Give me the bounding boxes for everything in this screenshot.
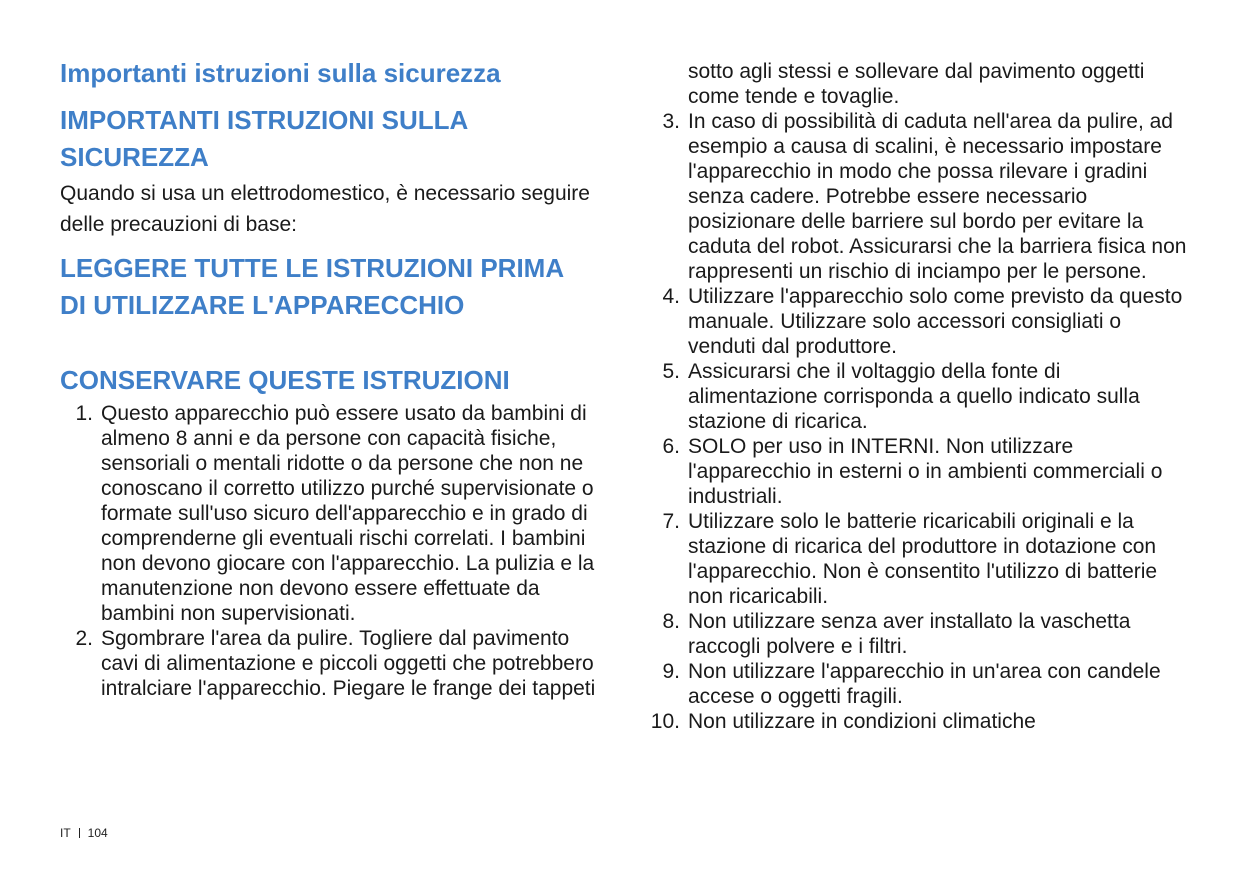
- item-number: 1.: [75, 402, 93, 425]
- list-item: [662, 109, 1188, 284]
- list-item: [662, 359, 1188, 434]
- heading-read-all-instructions: LEGGERE TUTTE LE ISTRUZIONI PRIMA DI UTILIZZARE L'APPARECCHIO: [60, 253, 564, 320]
- page-footer: [60, 826, 108, 840]
- list-item: [75, 626, 596, 701]
- item-text: Utilizzare l'apparecchio solo come previsto da questo manuale. Utilizzare solo accessori consigliati o venduti dal produttore.: [688, 285, 1183, 358]
- list-item: [650, 709, 1188, 734]
- footer-page-number: 104: [87, 826, 108, 840]
- page-title: Importanti istruzioni sulla sicurezza: [60, 58, 501, 88]
- list-item: [662, 659, 1188, 709]
- item-text: Assicurarsi che il voltaggio della fonte di alimentazione corrisponda a quello indicato sulla stazione di ricarica.: [688, 360, 1140, 433]
- item-number: 7.: [662, 510, 680, 533]
- item-number: 3.: [662, 110, 680, 133]
- footer-divider: [79, 828, 80, 838]
- item-text: Non utilizzare l'apparecchio in un'area con candele accese o oggetti fragili.: [688, 660, 1161, 708]
- list-item: [662, 284, 1188, 359]
- item-number: 4.: [662, 285, 680, 308]
- item-text: Utilizzare solo le batterie ricaricabili originali e la stazione di ricarica del produttore in dotazione con l'apparecchio. Non è consentito l'utilizzo di batterie non ricaricabili.: [688, 510, 1158, 608]
- list-item: [75, 401, 596, 626]
- item-number: 2.: [75, 627, 93, 650]
- item-text: Questo apparecchio può essere usato da bambini di almeno 8 anni e da persone con capacità fisiche, sensoriali o mentali ridotte o da persone che non ne conoscano il corretto utilizzo purché supervisionate o formate sull'uso sicuro dell'apparecchio e in grado di comprenderne gli eventuali rischi correlati. I bambini non devono giocare con l'apparecchio. La pulizia e la manutenzione non devono essere effettuate da bambini non supervisionati.: [101, 402, 595, 625]
- heading-safety-instructions: IMPORTANTI ISTRUZIONI SULLA SICUREZZA: [60, 105, 468, 172]
- item-text: In caso di possibilità di caduta nell'area da pulire, ad esempio a causa di scalini, è necessario impostare l'apparecchio in modo che possa rilevare i gradini senza cadere. Potrebbe essere necessario posizionare delle barriere sul bordo per evitare la caduta del robot. Assicurarsi che la barriera fisica non rappresenti un rischio di inciampo per le persone.: [688, 110, 1187, 283]
- instruction-list-left: [75, 401, 596, 701]
- item-text: Sgombrare l'area da pulire. Togliere dal pavimento cavi di alimentazione e piccoli oggetti che potrebbero intralciare l'apparecchio. Piegare le frange dei tappeti: [101, 627, 596, 700]
- instruction-list-right: [650, 59, 1188, 734]
- list-item: [662, 509, 1188, 609]
- item-number: 8.: [662, 610, 680, 633]
- list-item: [662, 434, 1188, 509]
- item-number: 5.: [662, 360, 680, 383]
- item-number: 10.: [650, 710, 680, 733]
- intro-paragraph: Quando si usa un elettrodomestico, è necessario seguire delle precauzioni di base:: [60, 182, 590, 236]
- item-number: 6.: [662, 435, 680, 458]
- item-text: sotto agli stessi e sollevare dal pavimento oggetti come tende e tovaglie.: [688, 60, 1145, 108]
- item-text: SOLO per uso in INTERNI. Non utilizzare l'apparecchio in esterni o in ambienti commerciali o industriali.: [688, 435, 1163, 508]
- item-text: Non utilizzare in condizioni climatiche: [688, 710, 1036, 733]
- heading-save-instructions: CONSERVARE QUESTE ISTRUZIONI: [60, 365, 510, 395]
- footer-language: IT: [60, 826, 71, 840]
- list-item: [662, 609, 1188, 659]
- list-item: [688, 59, 1188, 109]
- item-number: 9.: [662, 660, 680, 683]
- item-text: Non utilizzare senza aver installato la vaschetta raccogli polvere e i filtri.: [688, 610, 1131, 658]
